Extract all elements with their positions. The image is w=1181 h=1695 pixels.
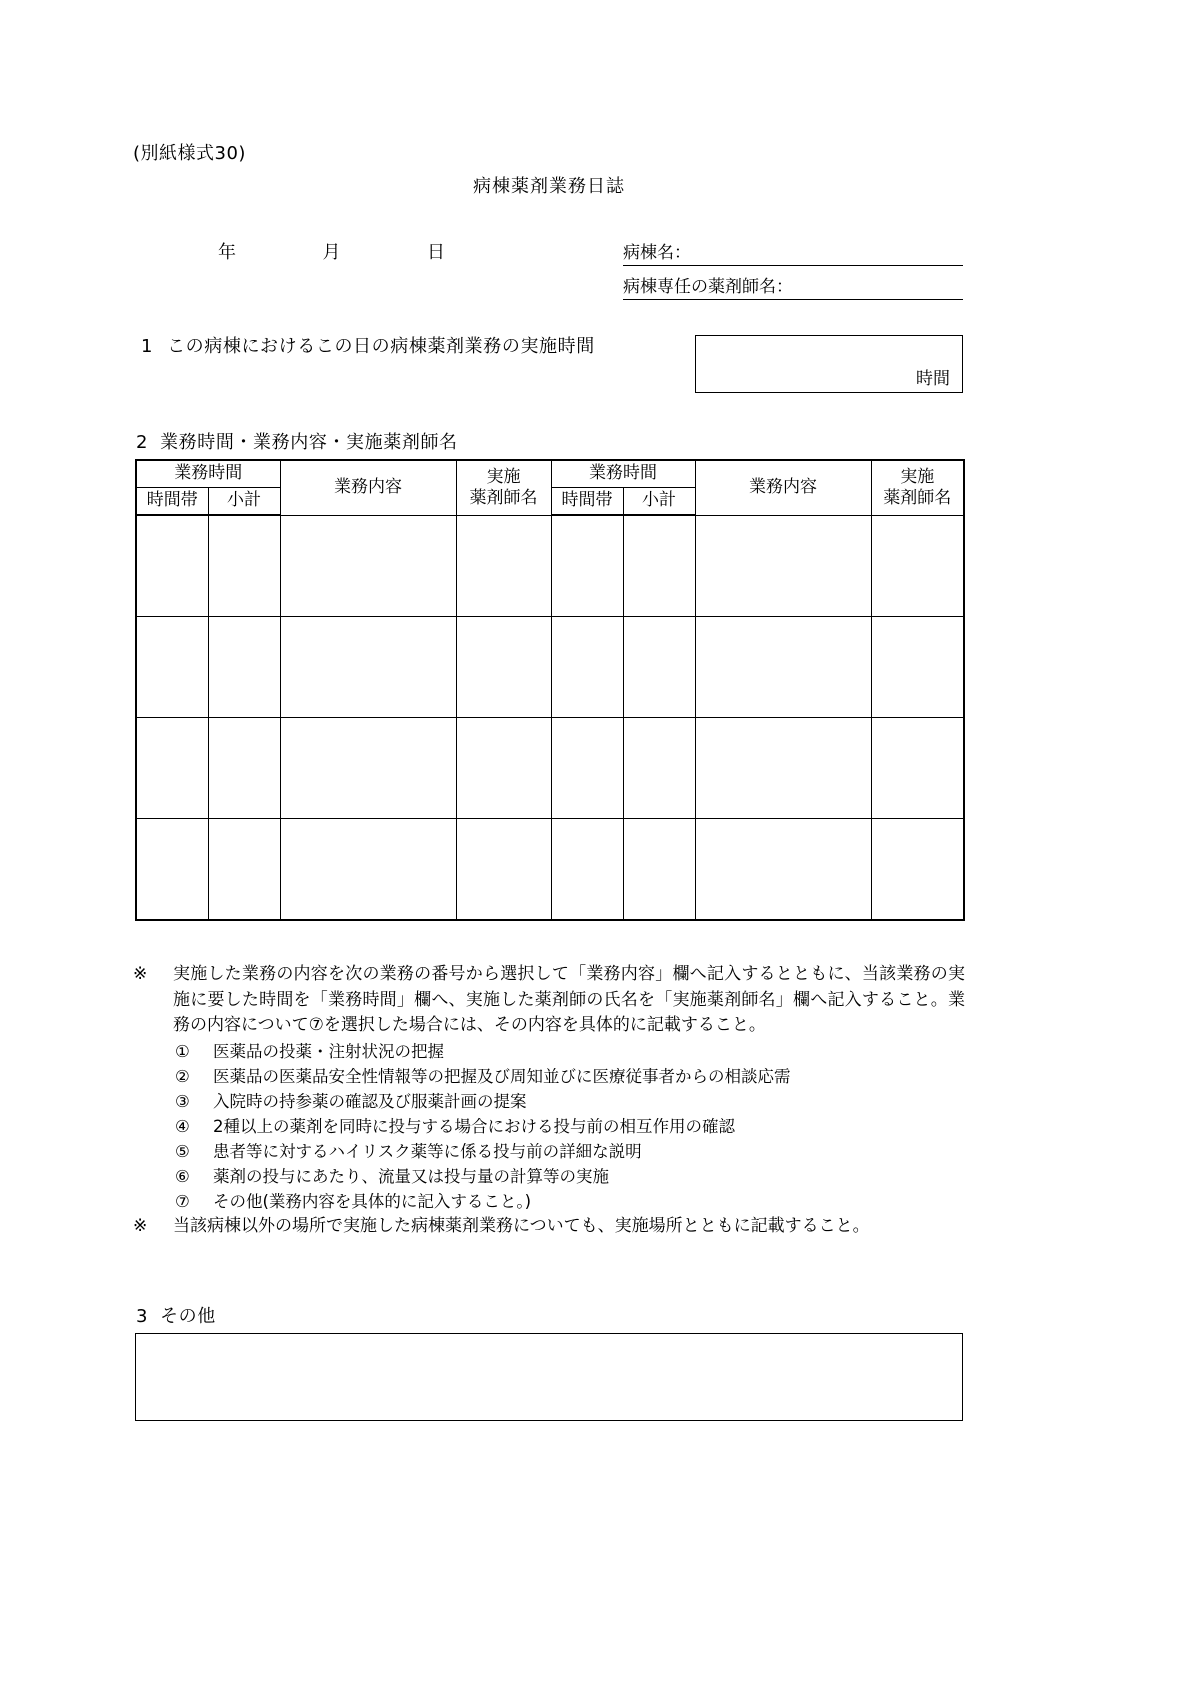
list-item [175, 1114, 965, 1139]
cell-subtotal-a[interactable] [208, 819, 280, 921]
cell-content-b[interactable] [695, 819, 871, 921]
date-day-label: 日 [426, 242, 446, 263]
header-implementer-b-line1: 実施 [900, 466, 935, 487]
work-type-list [133, 1039, 965, 1215]
list-item-label: 医薬品の投薬・注射状況の把握 [213, 1041, 444, 1061]
section1-number: 1 [141, 336, 154, 357]
table-header-row-top [136, 460, 964, 488]
table-row [136, 718, 964, 819]
ward-name-field[interactable] [623, 238, 963, 266]
section3-notes-input[interactable] [135, 1333, 963, 1421]
section1-heading [141, 332, 595, 358]
work-log-table-head [136, 460, 964, 515]
header-implementer-b [871, 460, 964, 515]
cell-subtotal-a[interactable] [208, 617, 280, 718]
cell-content-a[interactable] [280, 515, 456, 617]
section2-heading [136, 428, 458, 454]
cell-pharmacist-b[interactable] [871, 515, 964, 617]
section1-hours-input[interactable] [695, 335, 963, 393]
cell-content-b[interactable] [695, 718, 871, 819]
list-item-marker: ④ [175, 1116, 190, 1136]
section3-number: 3 [136, 1306, 149, 1327]
cell-pharmacist-a[interactable] [456, 718, 551, 819]
section2-label: 業務時間・業務内容・実施薬剤師名 [160, 432, 458, 453]
list-item [175, 1064, 965, 1089]
section1-unit-label: 時間 [916, 369, 950, 389]
note-2-marker: ※ [133, 1216, 148, 1237]
work-log-table [135, 459, 965, 921]
cell-pharmacist-b[interactable] [871, 819, 964, 921]
cell-subtotal-b[interactable] [623, 718, 695, 819]
list-item-marker: ② [175, 1066, 190, 1086]
header-time-band-a: 時間帯 [136, 488, 208, 516]
cell-subtotal-a[interactable] [208, 718, 280, 819]
list-item-marker: ⑥ [175, 1166, 190, 1186]
cell-content-a[interactable] [280, 617, 456, 718]
section2-number: 2 [136, 432, 149, 453]
list-item-label: 2種以上の薬剤を同時に投与する場合における投与前の相互作用の確認 [213, 1116, 735, 1136]
cell-pharmacist-a[interactable] [456, 617, 551, 718]
cell-pharmacist-a[interactable] [456, 819, 551, 921]
header-implementer-a-line2: 薬剤師名 [469, 487, 538, 508]
cell-time-band-a[interactable] [136, 718, 208, 819]
list-item-marker: ⑤ [175, 1141, 190, 1161]
cell-time-band-a[interactable] [136, 617, 208, 718]
date-line [218, 238, 446, 264]
date-month-label: 月 [322, 242, 342, 263]
table-row [136, 819, 964, 921]
note-1-marker: ※ [133, 964, 148, 984]
ward-pharmacist-name-label: 病棟専任の薬剤師名： [623, 277, 793, 297]
header-work-time-a: 業務時間 [136, 460, 280, 488]
ward-name-label: 病棟名： [623, 243, 691, 263]
list-item-label: 患者等に対するハイリスク薬等に係る投与前の詳細な説明 [213, 1141, 642, 1161]
header-work-content-b: 業務内容 [695, 460, 871, 515]
section1-label: この病棟におけるこの日の病棟薬剤業務の実施時間 [167, 336, 595, 357]
header-time-band-b: 時間帯 [551, 488, 623, 516]
ward-pharmacist-name-field[interactable] [623, 272, 963, 300]
table-row [136, 515, 964, 617]
cell-time-band-b[interactable] [551, 819, 623, 921]
cell-time-band-b[interactable] [551, 617, 623, 718]
cell-time-band-a[interactable] [136, 819, 208, 921]
date-year-label: 年 [218, 242, 237, 263]
cell-subtotal-b[interactable] [623, 515, 695, 617]
notes-section [133, 962, 965, 1240]
note-2 [133, 1214, 965, 1240]
cell-pharmacist-b[interactable] [871, 617, 964, 718]
list-item [175, 1164, 965, 1189]
cell-time-band-b[interactable] [551, 515, 623, 617]
cell-time-band-b[interactable] [551, 718, 623, 819]
header-subtotal-b: 小計 [623, 488, 695, 516]
header-implementer-b-line2: 薬剤師名 [883, 487, 952, 508]
header-implementer-a-line1: 実施 [486, 466, 521, 487]
header-work-content-a: 業務内容 [280, 460, 456, 515]
cell-subtotal-b[interactable] [623, 819, 695, 921]
list-item [175, 1089, 965, 1114]
work-log-table-body [136, 515, 964, 920]
list-item-label: 医薬品の医薬品安全性情報等の把握及び周知並びに医療従事者からの相談応需 [213, 1066, 791, 1086]
cell-subtotal-a[interactable] [208, 515, 280, 617]
page-title: 病棟薬剤業務日誌 [473, 176, 625, 197]
list-item-label: その他(業務内容を具体的に記入すること。) [213, 1191, 532, 1211]
list-item-marker: ⑦ [175, 1191, 190, 1211]
list-item-label: 薬剤の投与にあたり、流量又は投与量の計算等の実施 [213, 1166, 609, 1186]
note-1-text: 実施した業務の内容を次の業務の番号から選択して「業務内容」欄へ記入するとともに、当該業務の実施に要した時間を「業務時間」欄へ、実施した薬剤師の氏名を「実施薬剤師名」欄へ記入すること。業務の内容について⑦を選択した場合には、その内容を具体的に記載すること。 [173, 964, 965, 1035]
header-subtotal-a: 小計 [208, 488, 280, 516]
form-code-label: (別紙様式30) [133, 143, 246, 164]
cell-pharmacist-b[interactable] [871, 718, 964, 819]
cell-content-a[interactable] [280, 819, 456, 921]
header-implementer-a [456, 460, 551, 515]
cell-content-b[interactable] [695, 515, 871, 617]
list-item-marker: ① [175, 1041, 190, 1061]
list-item [175, 1039, 965, 1064]
table-row [136, 617, 964, 718]
form-sheet [133, 0, 965, 1695]
note-1 [133, 962, 965, 1039]
cell-subtotal-b[interactable] [623, 617, 695, 718]
list-item [175, 1189, 965, 1214]
header-work-time-b: 業務時間 [551, 460, 695, 488]
list-item-marker: ③ [175, 1091, 190, 1111]
note-2-text: 当該病棟以外の場所で実施した病棟薬剤業務についても、実施場所とともに記載すること。 [173, 1216, 870, 1237]
list-item-label: 入院時の持参薬の確認及び服薬計画の提案 [213, 1091, 527, 1111]
cell-content-b[interactable] [695, 617, 871, 718]
cell-content-a[interactable] [280, 718, 456, 819]
list-item [175, 1139, 965, 1164]
cell-pharmacist-a[interactable] [456, 515, 551, 617]
cell-time-band-a[interactable] [136, 515, 208, 617]
section3-label: その他 [160, 1306, 216, 1327]
section3-heading [136, 1302, 216, 1328]
